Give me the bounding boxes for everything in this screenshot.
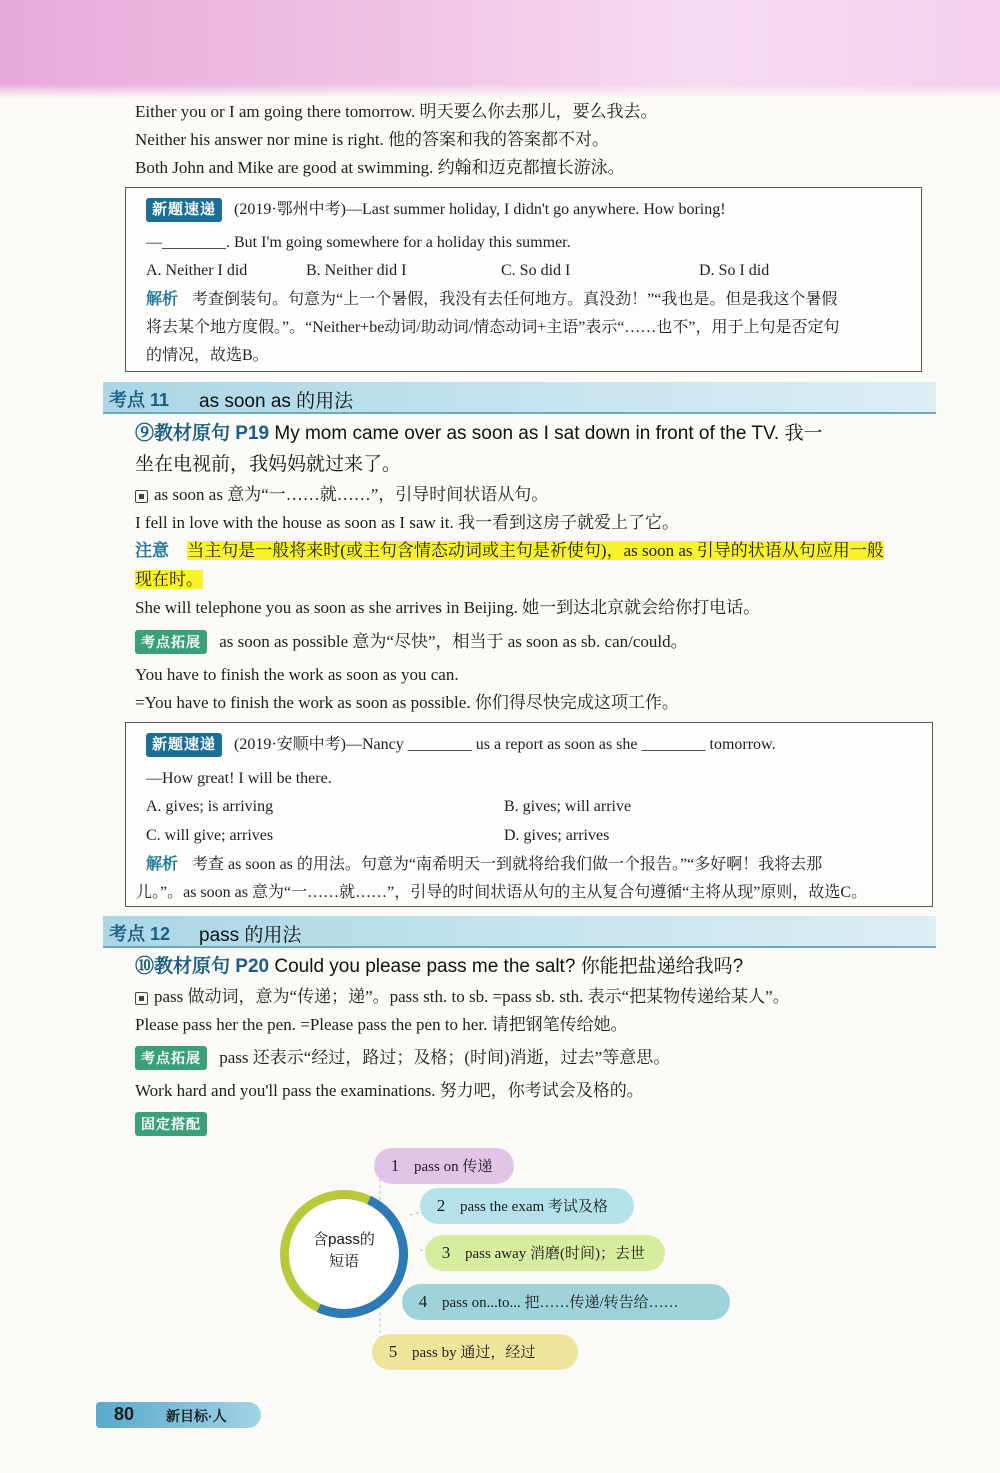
sec12-fixed-collocation: [135, 1112, 207, 1136]
intro-line-2: Neither his answer nor mine is right. 他的答案和我的答案都不对。: [135, 130, 610, 149]
sec12-original-sentence: [135, 954, 743, 980]
sec11-extension-text: as soon as possible 意为“尽快”，相当于 as soon as sb. can/could。: [219, 632, 688, 651]
intro-line-1: Either you or I am going there tomorrow. 明天要么你去那儿，要么我去。: [135, 102, 658, 121]
diagram-center-label: [289, 1229, 399, 1273]
diagram-item-number: 5: [388, 1342, 398, 1361]
sec11-extension: [135, 630, 688, 654]
sec11-example-4: =You have to finish the work as soon as possible. 你们得尽快完成这项工作。: [135, 693, 679, 712]
box1-analysis-2: 将去某个地方度假。”。“Neither+be动词/助动词/情态动词+主语”表示“……也不”，用于上句是否定句: [146, 319, 840, 336]
diagram-item-3: [425, 1235, 665, 1271]
box1-reply: —________. But I'm going somewhere for a holiday this summer.: [146, 234, 571, 251]
intro-line-3: Both John and Mike are good at swimming. 约翰和迈克都擅长游泳。: [135, 158, 625, 177]
header-band: [0, 0, 1000, 98]
sec12-extension: [135, 1046, 670, 1070]
sec11-example-2: She will telephone you as soon as she arrives in Beijing. 她一到达北京就会给你打电话。: [135, 598, 761, 617]
box1-analysis-1: 考查倒装句。句意为“上一个暑假，我没有去任何地方。真没劲！”“我也是。但是我这个暑假: [192, 291, 838, 308]
bullet-icon: [135, 992, 148, 1005]
box1-analysis-row: [146, 289, 837, 311]
sec12-original-text: Could you please pass me the salt? 你能把盐递给我吗?: [269, 956, 744, 977]
sec12-extension-text: pass 还表示“经过，路过；及格；(时间)消逝，过去”等意思。: [219, 1048, 671, 1067]
note-highlight-2: 现在时。: [135, 570, 203, 589]
diagram-item-5: [372, 1334, 578, 1370]
diagram-item-2: [420, 1188, 634, 1224]
box1-analysis-3: 的情况，故选B。: [146, 347, 269, 364]
box1-question-row: [146, 198, 726, 222]
diagram-item-text: pass on...to... 把……传递/转告给……: [442, 1295, 679, 1311]
section-header-11: [103, 382, 936, 414]
box1-question: (2019·鄂州中考)—Last summer holiday, I didn't go anywhere. How boring!: [234, 201, 726, 218]
diagram-item-1: [374, 1148, 514, 1184]
new-question-tag: 新题速递: [146, 733, 222, 757]
section-header-12: [103, 916, 936, 948]
box2-question: (2019·安顺中考)—Nancy ________ us a report as soon as she ________ tomorrow.: [234, 736, 776, 753]
textbook-original-label: ⑨教材原句 P19: [135, 423, 270, 444]
sec11-note: [135, 540, 884, 562]
box1-option-b: B. Neither did I: [306, 262, 407, 279]
box2-analysis-row: [146, 854, 822, 876]
box2-option-d: D. gives; arrives: [504, 827, 610, 844]
sec11-definition: as soon as 意为“一……就……”，引导时间状语从句。: [135, 484, 548, 506]
bullet-icon: [135, 490, 148, 503]
diagram-item-number: 2: [436, 1196, 446, 1215]
diagram-item-text: pass the exam 考试及格: [460, 1199, 608, 1215]
box2-option-a: A. gives; is arriving: [146, 798, 274, 815]
diagram-item-text: pass by 通过，经过: [412, 1345, 536, 1361]
page-number: 80: [114, 1404, 135, 1424]
book-title: 新目标·人: [166, 1408, 227, 1424]
textbook-original-label: ⑩教材原句 P20: [135, 956, 270, 977]
section-title: as soon as 的用法: [199, 391, 354, 412]
sec11-original-text-1: My mom came over as soon as I sat down in front of the TV. 我一: [269, 423, 823, 444]
diagram-item-text: pass away 消磨(时间)；去世: [465, 1246, 645, 1262]
practice-box-1: [125, 187, 922, 372]
sec11-original-sentence-1: [135, 421, 822, 447]
box2-option-c: C. will give; arrives: [146, 827, 274, 844]
diagram-center-line-2: 短语: [328, 1253, 359, 1270]
sec11-example-3: You have to finish the work as soon as you can.: [135, 665, 459, 684]
section-number: 考点 11: [109, 390, 170, 410]
diagram-item-number: 3: [441, 1243, 451, 1262]
analysis-label: 解析: [146, 291, 179, 308]
box2-question-row: [146, 733, 776, 757]
box2-option-b: B. gives; will arrive: [504, 798, 632, 815]
diagram-item-text: pass on 传递: [414, 1159, 493, 1175]
box2-analysis-1: 考查 as soon as 的用法。句意为“南希明天一到就将给我们做一个报告。”“多好啊！我将去那: [192, 856, 823, 873]
fixed-collocation-tag: 固定搭配: [135, 1112, 207, 1136]
extension-tag: 考点拓展: [135, 630, 207, 654]
box2-analysis-2: 儿。”。as soon as 意为“一……就……”，引导的时间状语从句的主从复合句遵循“主将从现”原则，故选C。: [136, 884, 868, 901]
new-question-tag: 新题速递: [146, 198, 222, 222]
note-highlight-1: 当主句是一般将来时(或主句含情态动词或主句是祈使句)，as soon as 引导的状语从句应用一般: [187, 541, 884, 560]
note-label: 注意: [135, 541, 169, 560]
section-number: 考点 12: [109, 924, 171, 944]
section-title: pass 的用法: [199, 925, 302, 946]
extension-tag: 考点拓展: [135, 1046, 207, 1070]
sec12-example-1: Please pass her the pen. =Please pass the pen to her. 请把钢笔传给她。: [135, 1015, 628, 1034]
practice-box-2: [125, 722, 933, 907]
diagram-item-number: 1: [390, 1156, 400, 1175]
box1-option-d: D. So I did: [699, 262, 770, 279]
diagram-center-circle: [280, 1190, 408, 1318]
box2-reply: —How great! I will be there.: [146, 770, 332, 787]
analysis-label: 解析: [146, 856, 179, 873]
page-footer: [96, 1402, 261, 1428]
box1-option-a: A. Neither I did: [146, 262, 248, 279]
box1-option-c: C. So did I: [501, 262, 571, 279]
sec12-definition: pass 做动词，意为“传递；递”。pass sth. to sb. =pass sb. sth. 表示“把某物传递给某人”。: [135, 986, 790, 1008]
sec11-note-line-2: [135, 569, 203, 591]
sec11-example-1: I fell in love with the house as soon as I saw it. 我一看到这房子就爱上了它。: [135, 513, 679, 532]
diagram-item-4: [402, 1284, 730, 1320]
diagram-center-line-1: 含pass的: [313, 1231, 375, 1248]
sec12-example-2: Work hard and you'll pass the examinations. 努力吧，你考试会及格的。: [135, 1081, 644, 1100]
diagram-item-number: 4: [418, 1292, 428, 1311]
sec11-original-text-2: 坐在电视前，我妈妈就过来了。: [135, 454, 402, 475]
